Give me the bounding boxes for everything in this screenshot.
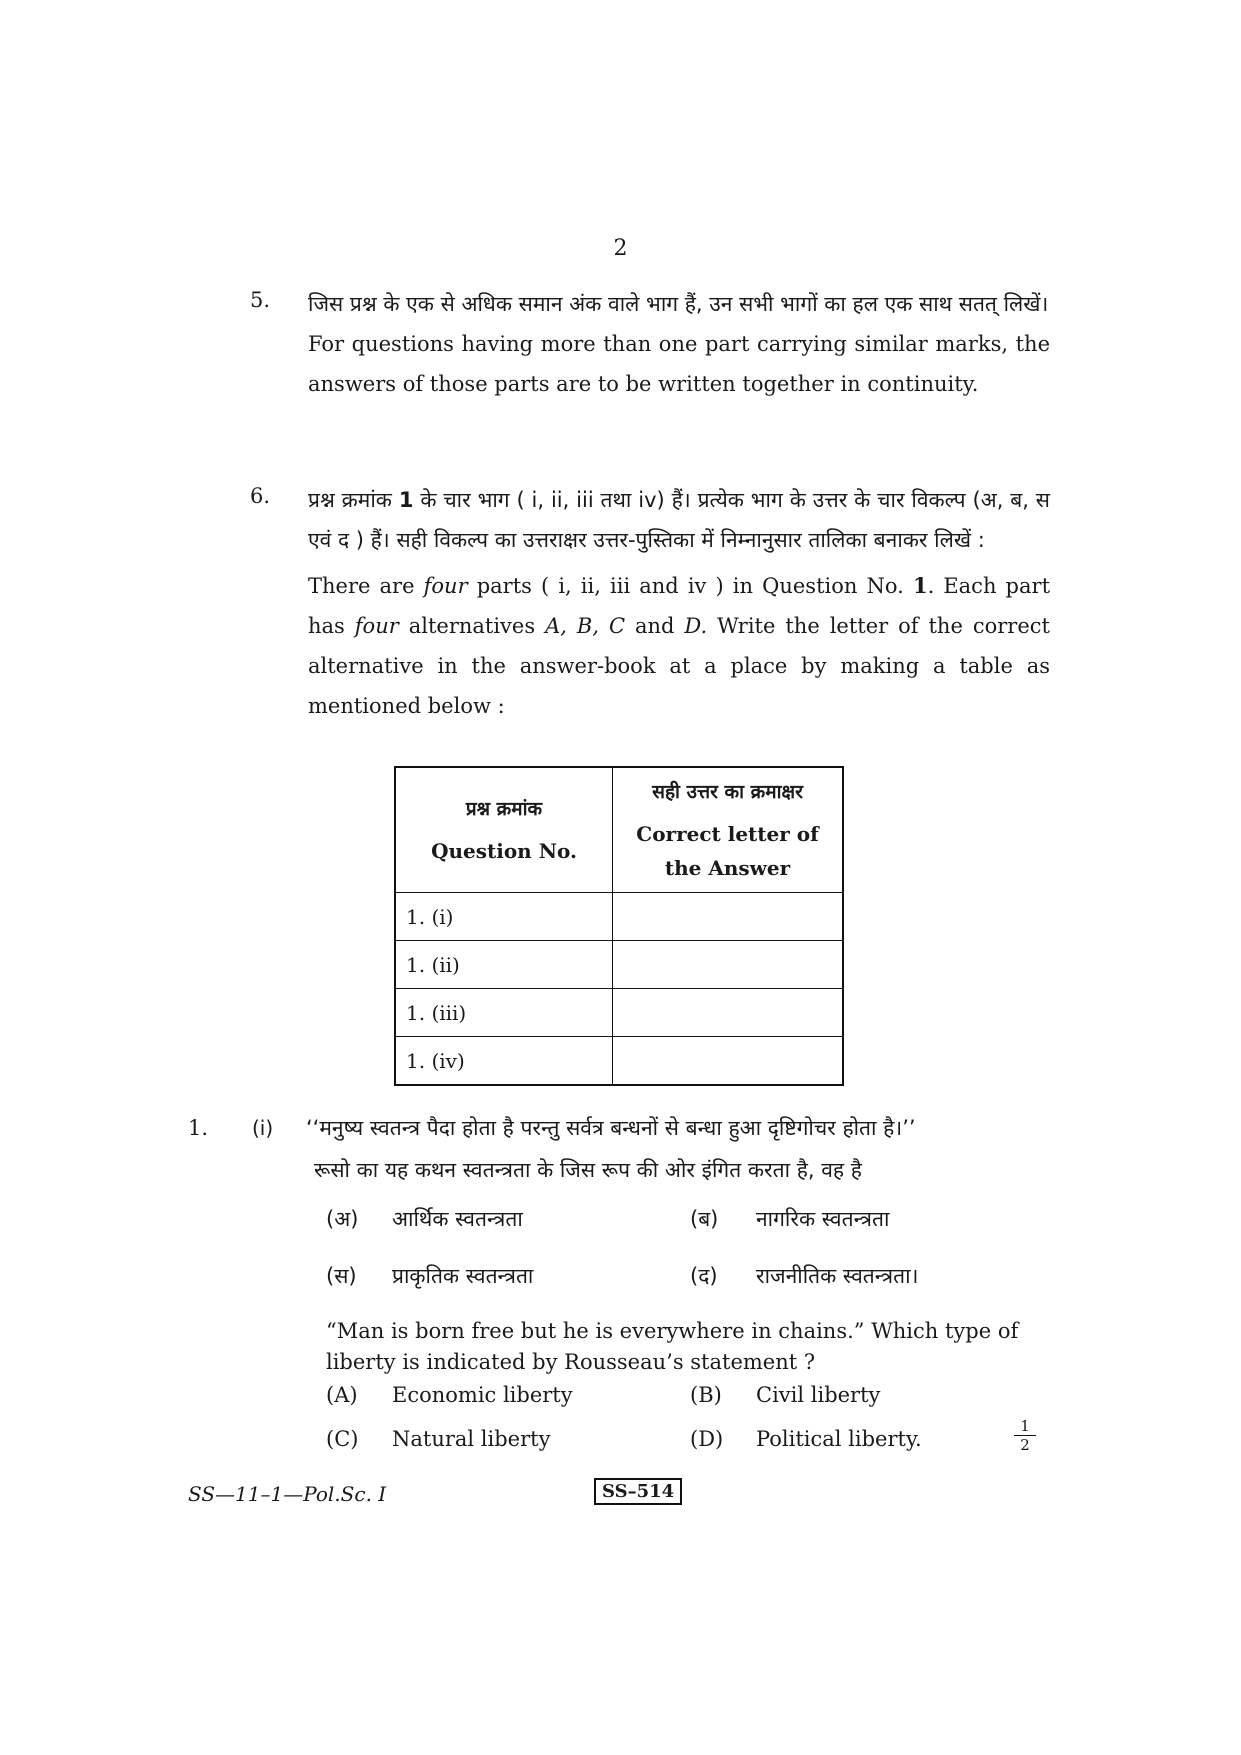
english-text-part: . Each part has xyxy=(308,574,1051,638)
table-header-correct-letter xyxy=(613,767,844,893)
english-text-part: parts ( i, ii, iii and iv ) in Question No. xyxy=(476,574,904,598)
table-row xyxy=(395,941,843,989)
english-question-line: “Man is born free but he is everywhere in chains.” Which type of xyxy=(326,1319,1019,1343)
hindi-text-part: प्रश्न क्रमांक xyxy=(308,488,392,512)
header-english: Question No. xyxy=(431,839,577,863)
footer-paper-code: SS—11–1—Pol.Sc. I xyxy=(188,1482,387,1506)
question-hindi-text xyxy=(314,1150,1058,1190)
hindi-quote-text: ‘‘मनुष्य स्वतन्त्र पैदा होता है परन्तु सर्वत्र बन्धनों से बन्धा हुआ दृष्टिगोचर होता है।’’ xyxy=(306,1116,916,1140)
instruction-english-text xyxy=(308,566,1050,726)
header-hindi: सही उत्तर का क्रमाक्षर xyxy=(652,781,803,803)
question-number-bold: 1 xyxy=(398,488,414,512)
option-label: (B) xyxy=(690,1383,722,1407)
table-cell-answer xyxy=(613,1037,844,1086)
option-label: (A) xyxy=(326,1383,358,1407)
english-text-part: Write the letter of the correct alternative in the answer-book at a place by making a table as mentioned below : xyxy=(308,614,1050,718)
header-english: the Answer xyxy=(664,856,791,880)
hindi-question-text: रूसो का यह कथन स्वतन्त्रता के जिस रूप की ओर इंगित करता है, वह है xyxy=(314,1158,862,1182)
answer-format-table xyxy=(394,766,844,1086)
table-cell-question: 1. (iii) xyxy=(395,989,613,1037)
option-label: (स) xyxy=(326,1264,357,1288)
option-text: नागरिक स्वतन्त्रता xyxy=(756,1207,890,1231)
table-row xyxy=(395,893,843,941)
table-row xyxy=(395,989,843,1037)
table-cell-answer xyxy=(613,893,844,941)
marks-denominator: 2 xyxy=(1020,1436,1030,1454)
instruction-english-text: For questions having more than one part carrying similar marks, the answers of those parts are to be written together in continuity. xyxy=(308,332,1050,396)
english-question-line: liberty is indicated by Rousseau’s statement ? xyxy=(326,1350,816,1374)
table-header-question-no xyxy=(395,767,613,893)
table-row xyxy=(395,1037,843,1086)
hindi-text-part: के चार भाग ( i, ii, iii तथा iv) हैं। प्रत्येक भाग के उत्तर के चार विकल्प (अ, ब, स एवं द ) हैं। सही विकल्प का उत्तराक्षर उत्तर-पुस्तिका में निम्नानुसार तालिका बनाकर लिखें : xyxy=(308,488,1051,552)
table-cell-question: 1. (iv) xyxy=(395,1037,613,1086)
english-text-part: alternatives xyxy=(408,614,536,638)
table-cell-question: 1. (i) xyxy=(395,893,613,941)
instruction-number: 6. xyxy=(250,484,271,508)
english-italic-letters: A, B, C xyxy=(545,614,626,638)
english-italic-word: four xyxy=(354,614,399,638)
english-text-part: There are xyxy=(308,574,415,598)
instruction-body xyxy=(308,480,1050,726)
table-cell-answer xyxy=(613,989,844,1037)
question-number: 1. xyxy=(188,1116,209,1140)
instruction-hindi-text: जिस प्रश्न के एक से अधिक समान अंक वाले भाग हैं, उन सभी भागों का हल एक साथ सतत् लिखें। xyxy=(308,292,1049,316)
option-text: प्राकृतिक स्वतन्त्रता xyxy=(392,1264,534,1288)
option-text: Economic liberty xyxy=(392,1383,573,1407)
page-number: 2 xyxy=(613,236,628,261)
header-hindi: प्रश्न क्रमांक xyxy=(465,798,543,820)
option-text: Natural liberty xyxy=(392,1427,551,1451)
english-italic-letters: D. xyxy=(684,614,708,638)
marks-fraction xyxy=(1014,1418,1036,1453)
footer-series-code: SS–514 xyxy=(594,1478,682,1505)
option-label: (ब) xyxy=(690,1207,719,1231)
option-label: (D) xyxy=(690,1427,724,1451)
question-part: (i) xyxy=(252,1116,274,1140)
option-label: (अ) xyxy=(326,1207,359,1231)
english-italic-word: four xyxy=(423,574,468,598)
marks-numerator: 1 xyxy=(1020,1417,1030,1435)
question-number-bold: 1 xyxy=(912,573,928,598)
instruction-number: 5. xyxy=(250,288,271,312)
option-label: (C) xyxy=(326,1427,359,1451)
table-header-row xyxy=(395,767,843,893)
option-label: (द) xyxy=(690,1264,718,1288)
table-cell-question: 1. (ii) xyxy=(395,941,613,989)
option-text: Civil liberty xyxy=(756,1383,881,1407)
english-text-part: and xyxy=(634,614,675,638)
instruction-body xyxy=(308,284,1050,404)
option-text: Political liberty. xyxy=(756,1427,922,1451)
option-text: आर्थिक स्वतन्त्रता xyxy=(392,1207,523,1231)
question-hindi-quote xyxy=(306,1108,1050,1148)
table-cell-answer xyxy=(613,941,844,989)
question-english-text xyxy=(326,1316,1050,1378)
instruction-hindi-text xyxy=(308,480,1050,560)
header-english: Correct letter of xyxy=(636,822,819,846)
option-text: राजनीतिक स्वतन्त्रता। xyxy=(756,1264,919,1288)
